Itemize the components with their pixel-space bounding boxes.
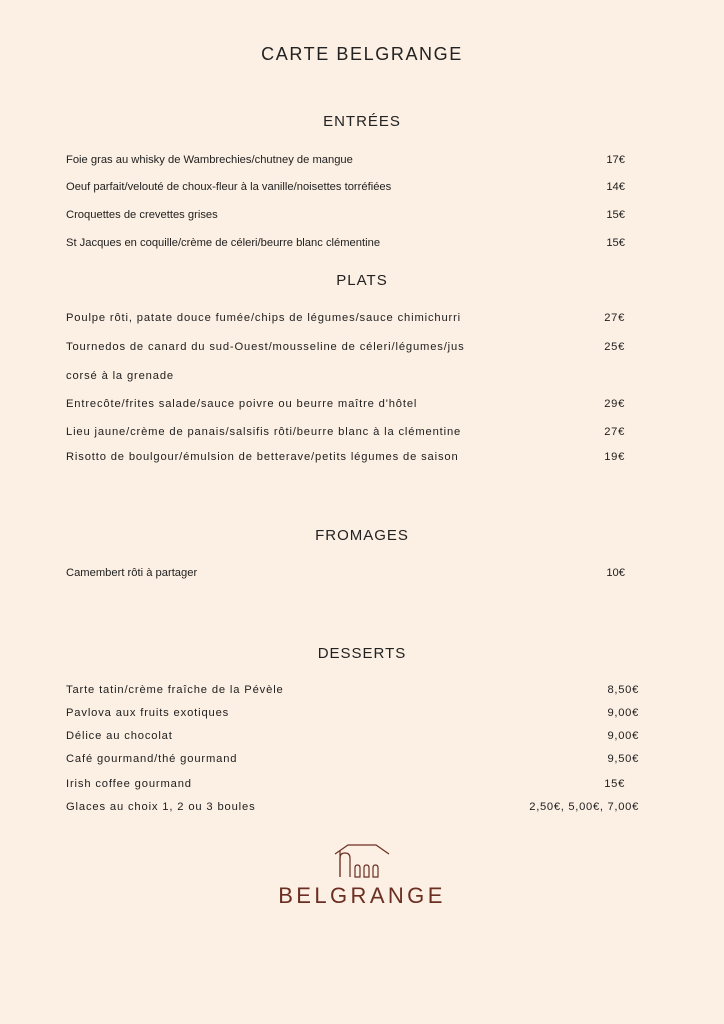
item-price: 10€ [606, 567, 625, 579]
item-name: Risotto de boulgour/émulsion de betterave/petits légumes de saison [66, 451, 459, 463]
item-name-continued: corsé à la grenade [66, 370, 174, 382]
section-heading-desserts: DESSERTS [317, 645, 407, 662]
item-price: 14€ [606, 181, 625, 193]
item-price: 27€ [604, 312, 625, 324]
menu-title: CARTE BELGRANGE [261, 44, 463, 64]
item-price: 9,00€ [607, 730, 639, 742]
item-name: Irish coffee gourmand [66, 778, 192, 790]
item-name: Lieu jaune/crème de panais/salsifis rôti/beurre blanc à la clémentine [66, 426, 462, 438]
item-name: Café gourmand/thé gourmand [66, 753, 238, 765]
item-name: Camembert rôti à partager [66, 567, 198, 579]
item-price: 2,50€, 5,00€, 7,00€ [529, 801, 639, 813]
item-name: Tarte tatin/crème fraîche de la Pévèle [66, 684, 284, 696]
item-price: 15€ [606, 209, 625, 221]
logo-text: BELGRANGE [278, 883, 446, 908]
item-name: Croquettes de crevettes grises [66, 209, 218, 221]
item-name: St Jacques en coquille/crème de céleri/beurre blanc clémentine [66, 237, 381, 249]
item-price: 8,50€ [607, 684, 639, 696]
item-price: 25€ [604, 341, 625, 353]
item-name: Pavlova aux fruits exotiques [66, 707, 230, 719]
item-name: Glaces au choix 1, 2 ou 3 boules [66, 801, 256, 813]
item-name: Poulpe rôti, patate douce fumée/chips de légumes/sauce chimichurri [66, 312, 462, 324]
section-heading-entrees: ENTRÉES [323, 113, 401, 130]
item-price: 9,00€ [607, 707, 639, 719]
item-price: 27€ [604, 426, 625, 438]
item-name: Tournedos de canard du sud-Ouest/mousseline de céleri/légumes/jus [66, 341, 465, 353]
section-heading-plats: PLATS [336, 272, 388, 289]
section-heading-fromages: FROMAGES [315, 527, 409, 544]
item-name: Oeuf parfait/velouté de choux-fleur à la vanille/noisettes torréfiées [66, 181, 392, 193]
item-price: 29€ [604, 398, 625, 410]
barn-icon [334, 840, 390, 880]
item-name: Délice au chocolat [66, 730, 173, 742]
item-price: 15€ [606, 237, 625, 249]
item-name: Foie gras au whisky de Wambrechies/chutney de mangue [66, 154, 353, 166]
item-name: Entrecôte/frites salade/sauce poivre ou beurre maître d'hôtel [66, 398, 418, 410]
item-price: 15€ [604, 778, 625, 790]
item-price: 17€ [606, 154, 625, 166]
item-price: 9,50€ [607, 753, 639, 765]
item-price: 19€ [604, 451, 625, 463]
